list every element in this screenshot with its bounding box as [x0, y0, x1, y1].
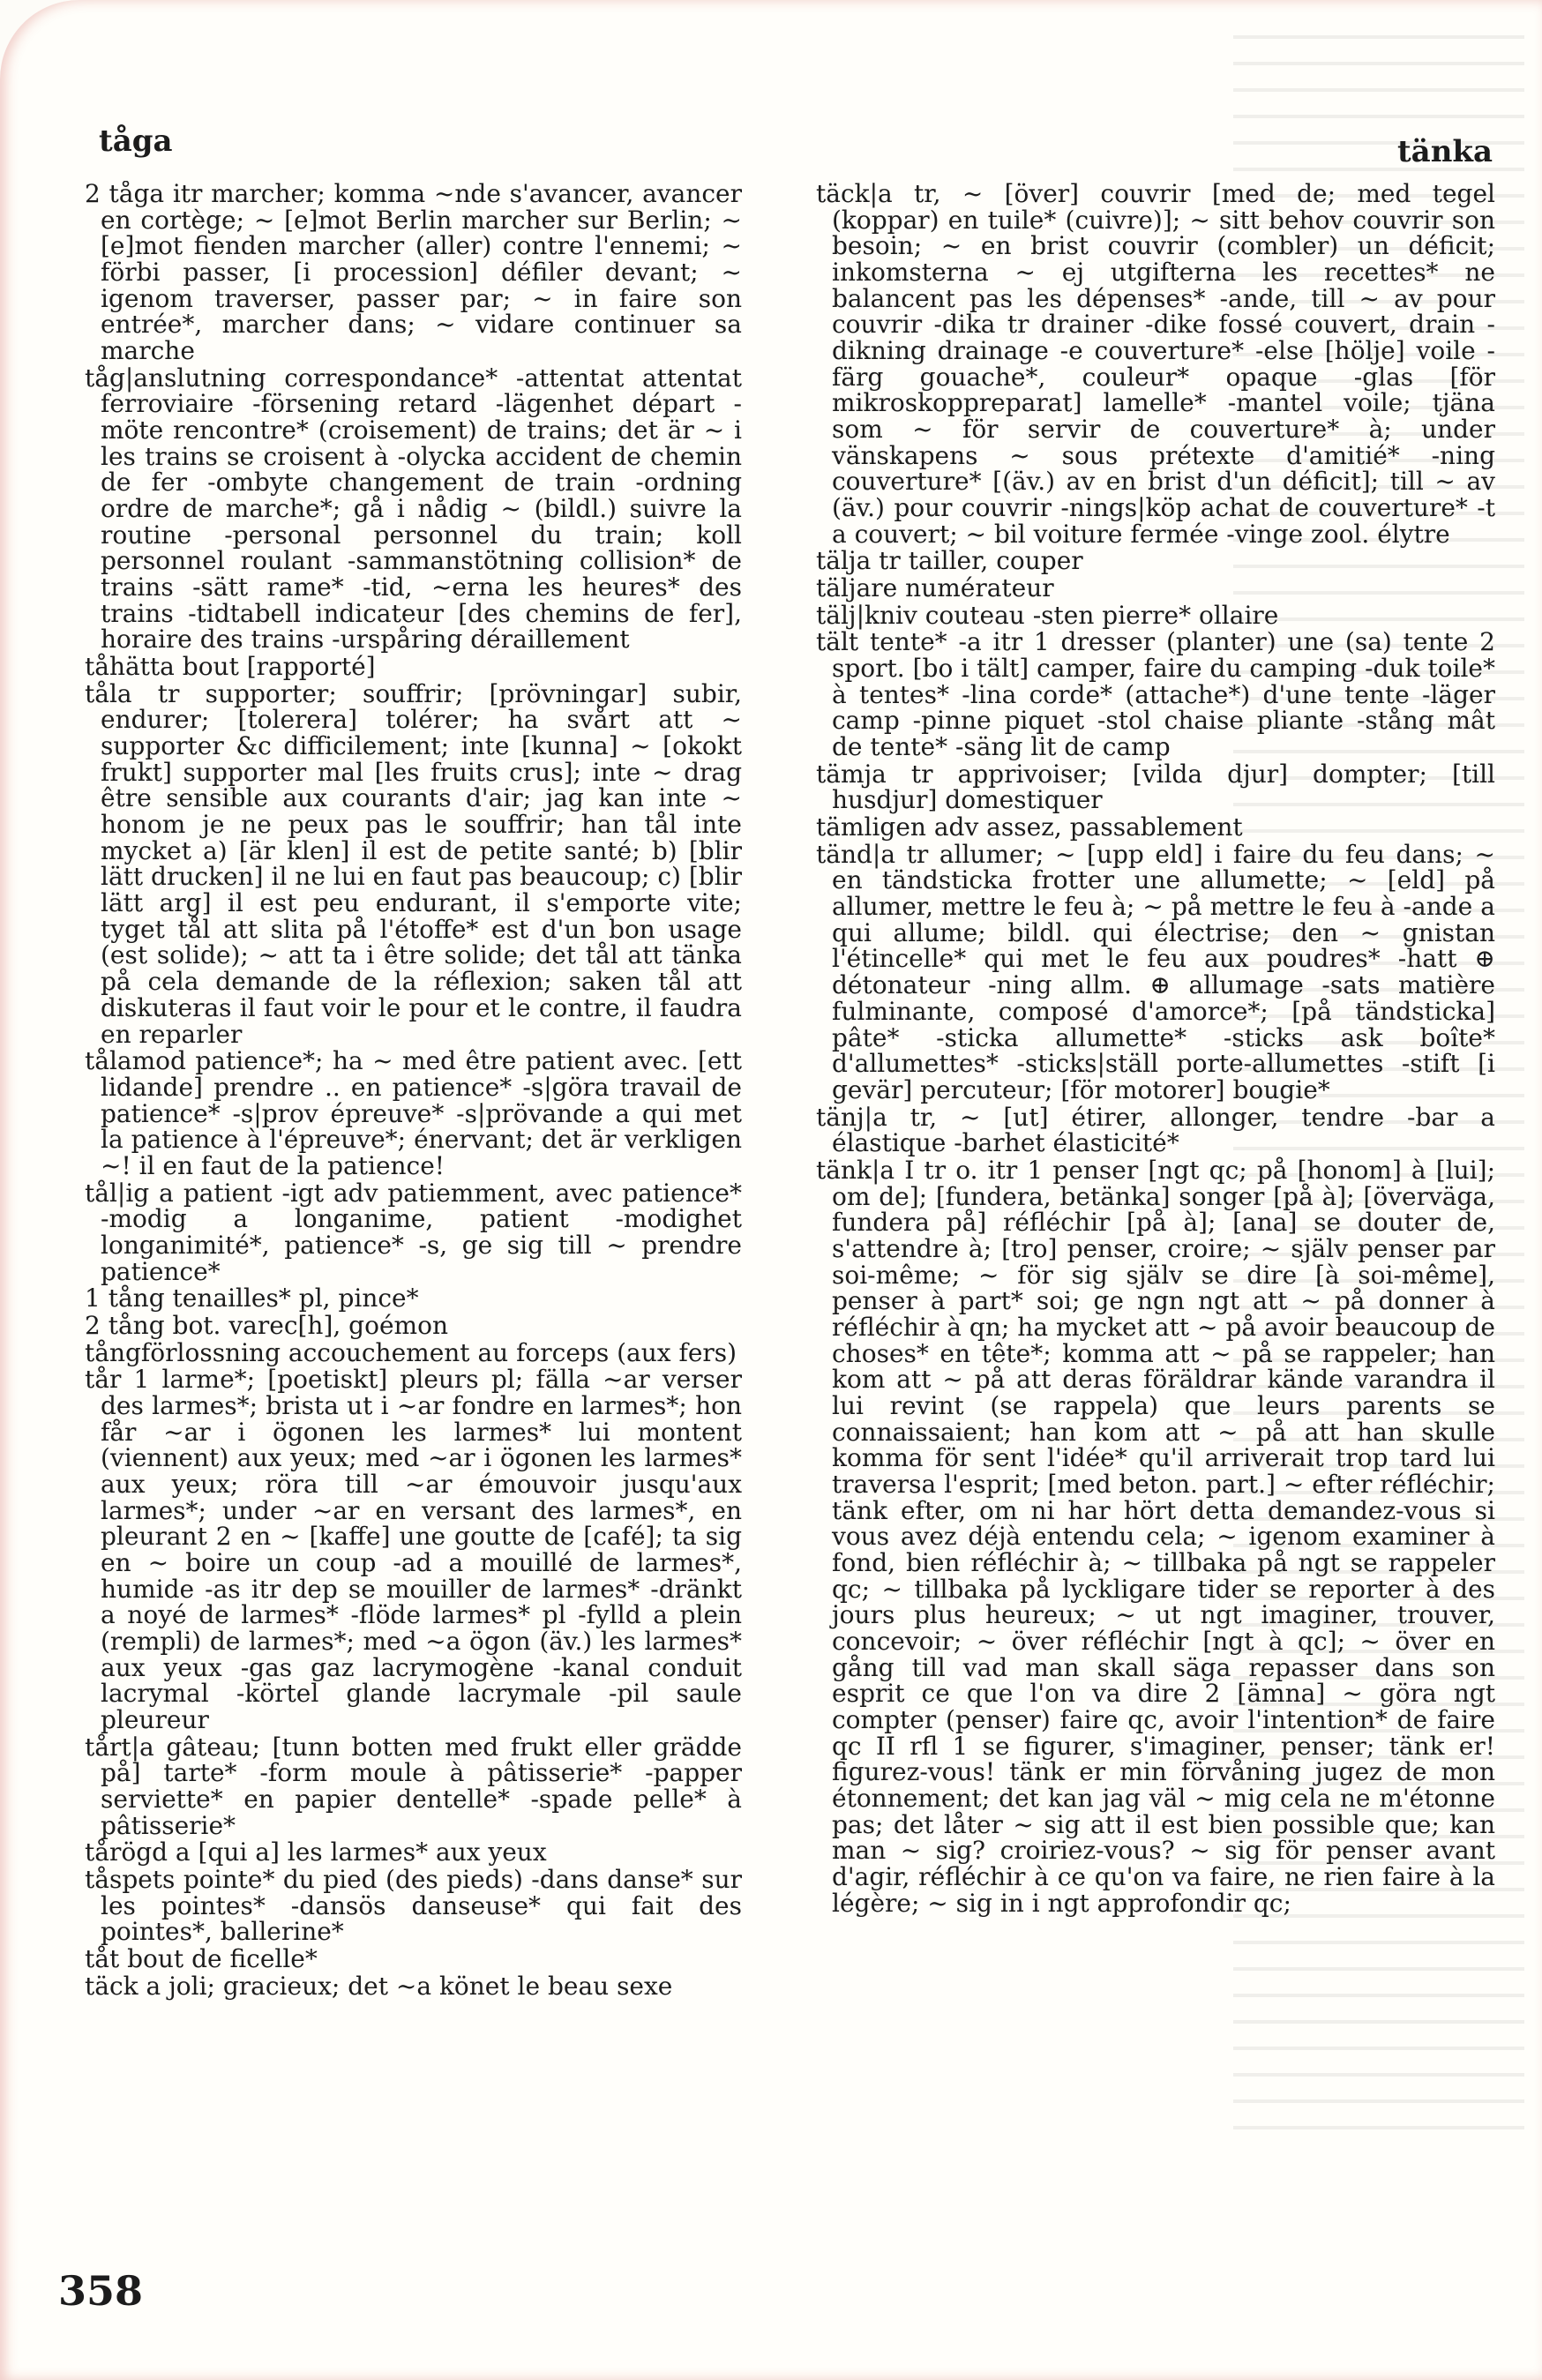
entry: tåg|anslutning correspondance* -attentat attentat ferroviaire -försening retard -lägenhet départ -möte rencontre* (croisement) de trains; det är ~ i les trains se croisent à -olycka accident de chemin de fer -ombyte changement de train -ordning ordre de marche*; gå i nådig ~ (bildl.) suivre la routine -personal personnel du train; koll personnel roulant -sammanstötning collision* de trains -sätt rame* -tid, ~erna les heures* des trains -tidtabell indicateur [des chemins de fer], horaire des trains -urspåring déraillement — [85, 363, 742, 655]
left-column — [85, 181, 742, 2280]
entry: tåspets pointe* du pied (des pieds) -dans danse* sur les pointes* -dansös danseuse* qui fait des pointes*, ballerine* — [85, 1865, 742, 1947]
entry: tål|ig a patient -igt adv patiemment, avec patience* -modig a longanime, patient -modighet longanimité*, patience* -s, ge sig till ~ prendre patience* — [85, 1178, 742, 1286]
entry: tälja tr tailler, couper — [816, 546, 1083, 576]
entry: tämja tr apprivoiser; [vilda djur] dompter; [till husdjur] domestiquer — [816, 759, 1495, 815]
entry: tåt bout de ficelle* — [85, 1944, 318, 1974]
right-column — [816, 181, 1495, 2280]
entry: tänj|a tr, ~ [ut] étirer, allonger, tendre -bar a élastique -barhet élasticité* — [816, 1102, 1495, 1158]
entry: tåhätta bout [rapporté] — [85, 652, 376, 682]
entry: tårögd a [qui a] les larmes* aux yeux — [85, 1837, 547, 1867]
page-number: 358 — [58, 2267, 144, 2315]
entry: tält tente* -a itr 1 dresser (planter) une (sa) tente 2 sport. [bo i tält] camper, faire du camping -duk toile* à tentes* -lina corde* (attache*) d'une tente -läger camp -pinne piquet -stol chaise pliante -stång mât de tente* -säng lit de camp — [816, 627, 1495, 762]
entry: tänd|a tr allumer; ~ [upp eld] i faire du feu dans; ~ en tändsticka frotter une allumette; ~ [eld] på allumer, mettre le feu à; ~ på mettre le feu à -ande a qui allume; bildl. qui électrise; den ~ gnistan l'étincelle* qui met le feu aux poudres* -hatt ⊕ détonateur -ning allm. ⊕ allumage -sats matière fulminante, composé d'amorce*; [på tändsticka] pâte* -sticka allumette* -sticks ask boîte* d'allumettes* -sticks|ställ porte-allumettes -stift [i gevär] percuteur; [för motorer] bougie* — [816, 839, 1495, 1104]
entry: 2 tång bot. varec[h], goémon — [85, 1310, 448, 1340]
entry: tålamod patience*; ha ~ med être patient avec. [ett lidande] prendre .. en patience* -s|göra travail de patience* -s|prov épreuve* -s|prövande a qui met la patience à l'épreuve*; énervant; det är verkligen ~! il en faut de la patience! — [85, 1046, 742, 1180]
entry: tämligen adv assez, passablement — [816, 812, 1243, 842]
entry: tår 1 larme*; [poetiskt] pleurs pl; fälla ~ar verser des larmes*; brista ut i ~ar fondre en larmes*; hon får ~ar i ögonen les larmes* lui montent (viennent) aux yeux; med ~ar i ögonen les larmes* aux yeux; röra till ~ar émouvoir jusqu'aux larmes*; under ~ar en versant des larmes*, en pleurant 2 en ~ [kaffe] une goutte de [café]; ta sig en ~ boire un coup -ad a mouillé de larmes*, humide -as itr dep se mouiller de larmes* -dränkt a noyé de larmes* -flöde larmes* pl -fylld a plein (rempli) de larmes*; med ~a ögon (äv.) les larmes* aux yeux -gas gaz lacrymogène -kanal conduit lacrymal -körtel glande lacrymale -pil saule pleureur — [85, 1365, 742, 1734]
entry: tänk|a I tr o. itr 1 penser [ngt qc; på [honom] à [lui]; om de]; [fundera, betänka] songer [på à]; [överväga, fundera på] réfléchir [på à]; [ana] se douter de, s'attendre à; [tro] penser, croire; ~ själv penser par soi-même; ~ för sig själv se dire [à soi-même], penser à part* soi; ge ngn ngt att ~ på donner à réfléchir à qn; ha mycket att ~ på avoir beaucoup de choses* en tête*; komma att ~ på se rappeler; han kom att ~ på att deras föräldrar kände varandra il lui revint (se rappela) que leurs parents se connaissaient; han kom att ~ på att han skulle komma för sent l'idée* qu'il arriverait trop tard lui traversa l'esprit; [med beton. part.] ~ efter réfléchir; tänk efter, om ni har hört detta demandez-vous si vous avez déjà entendu cela; ~ igenom examiner à fond, bien réfléchir à; ~ tillbaka på ngt se rappeler qc; ~ tillbaka på lyckligare tider se reporter à des jours plus heureux; ~ ut ngt imaginer, trouver, concevoir; ~ över réfléchir [ngt à qc]; ~ över en gång till vad man skall säga repasser dans son esprit ce que l'on va dire 2 [ämna] ~ göra ngt compter (penser) faire qc, avoir l'intention* de faire qc II rfl 1 se figurer, s'imaginer, penser; tänk er! figurez-vous! tänk er min förvåning jugez de mon étonnement; det kan jag väl ~ mig cela ne m'étonne pas; det låter ~ sig att il est bien possible que; kan man ~ sig? croiriez-vous? ~ sig för penser avant d'agir, réfléchir à ce qu'on va faire, ne rien faire à la légère; ~ sig in i ngt approfondir qc; — [816, 1155, 1495, 1918]
entry: täck|a tr, ~ [över] couvrir [med de; med tegel (koppar) en tuile* (cuivre)]; ~ sitt behov couvrir son besoin; ~ en brist couvrir (combler) un déficit; inkomsterna ~ ej utgifterna les recettes* ne balancent pas les dépenses* -ande, till ~ av pour couvrir -dika tr drainer -dike fossé couvert, drain -dikning drainage -e couverture* -else [hölje] voile -färg gouache*, couleur* opaque -glas [för mikroskoppreparat] lamelle* -mantel voile; tjäna som ~ för servir de couverture* à; under vänskapens ~ sous prétexte d'amitié* -ning couverture* [(äv.) av en brist d'un déficit]; till ~ av (äv.) pour couvrir -nings|köp achat de couverture* -t a couvert; ~ bil voiture fermée -vinge zool. élytre — [816, 181, 1495, 549]
left-running-headword: tåga — [99, 123, 173, 159]
entry: 1 tång tenailles* pl, pince* — [85, 1284, 419, 1313]
entry: tåla tr supporter; souffrir; [prövningar] subir, endurer; [tolerera] tolérer; ha svårt att ~ supporter &c difficilement; inte [kunna] ~ [okokt frukt] supporter mal [les fruits crus]; inte ~ drag être sensible aux courants d'air; jag kan inte ~ honom je ne peux pas le souffrir; han tål inte mycket a) [är klen] il est de petite santé; b) [blir lätt drucken] il ne lui en faut pas beaucoup; c) [blir lätt arg] il est peu endurant, il s'emporte vite; tyget tål att slita på l'étoffe* est d'un bon usage (est solide); ~ att ta i être solide; det tål att tänka på cela demande de la réflexion; saken tål att diskuteras il faut voir le pour et le contre, il faudra en reparler — [85, 678, 742, 1049]
entry: tårt|a gâteau; [tunn botten med frukt eller grädde på] tarte* -form moule à pâtisserie* -papper serviette* en papier dentelle* -spade pelle* à pâtisserie* — [85, 1732, 742, 1840]
entry: 2 tåga itr marcher; komma ~nde s'avancer, avancer en cortège; ~ [e]mot Berlin marcher sur Berlin; ~ [e]mot fienden marcher (aller) contre l'ennemi; ~ förbi passer, [i procession] défiler devant; ~ igenom traverser, passer par; ~ in faire son entrée*, marcher dans; ~ vidare continuer sa marche — [85, 181, 742, 366]
entry: tångförlossning accouchement au forceps (aux fers) — [85, 1337, 737, 1367]
entry: täck a joli; gracieux; det ~a könet le beau sexe — [85, 1971, 673, 2001]
right-running-headword: tänka — [1396, 134, 1493, 169]
entry: tälj|kniv couteau -sten pierre* ollaire — [816, 600, 1279, 630]
entry: täljare numérateur — [816, 573, 1054, 603]
